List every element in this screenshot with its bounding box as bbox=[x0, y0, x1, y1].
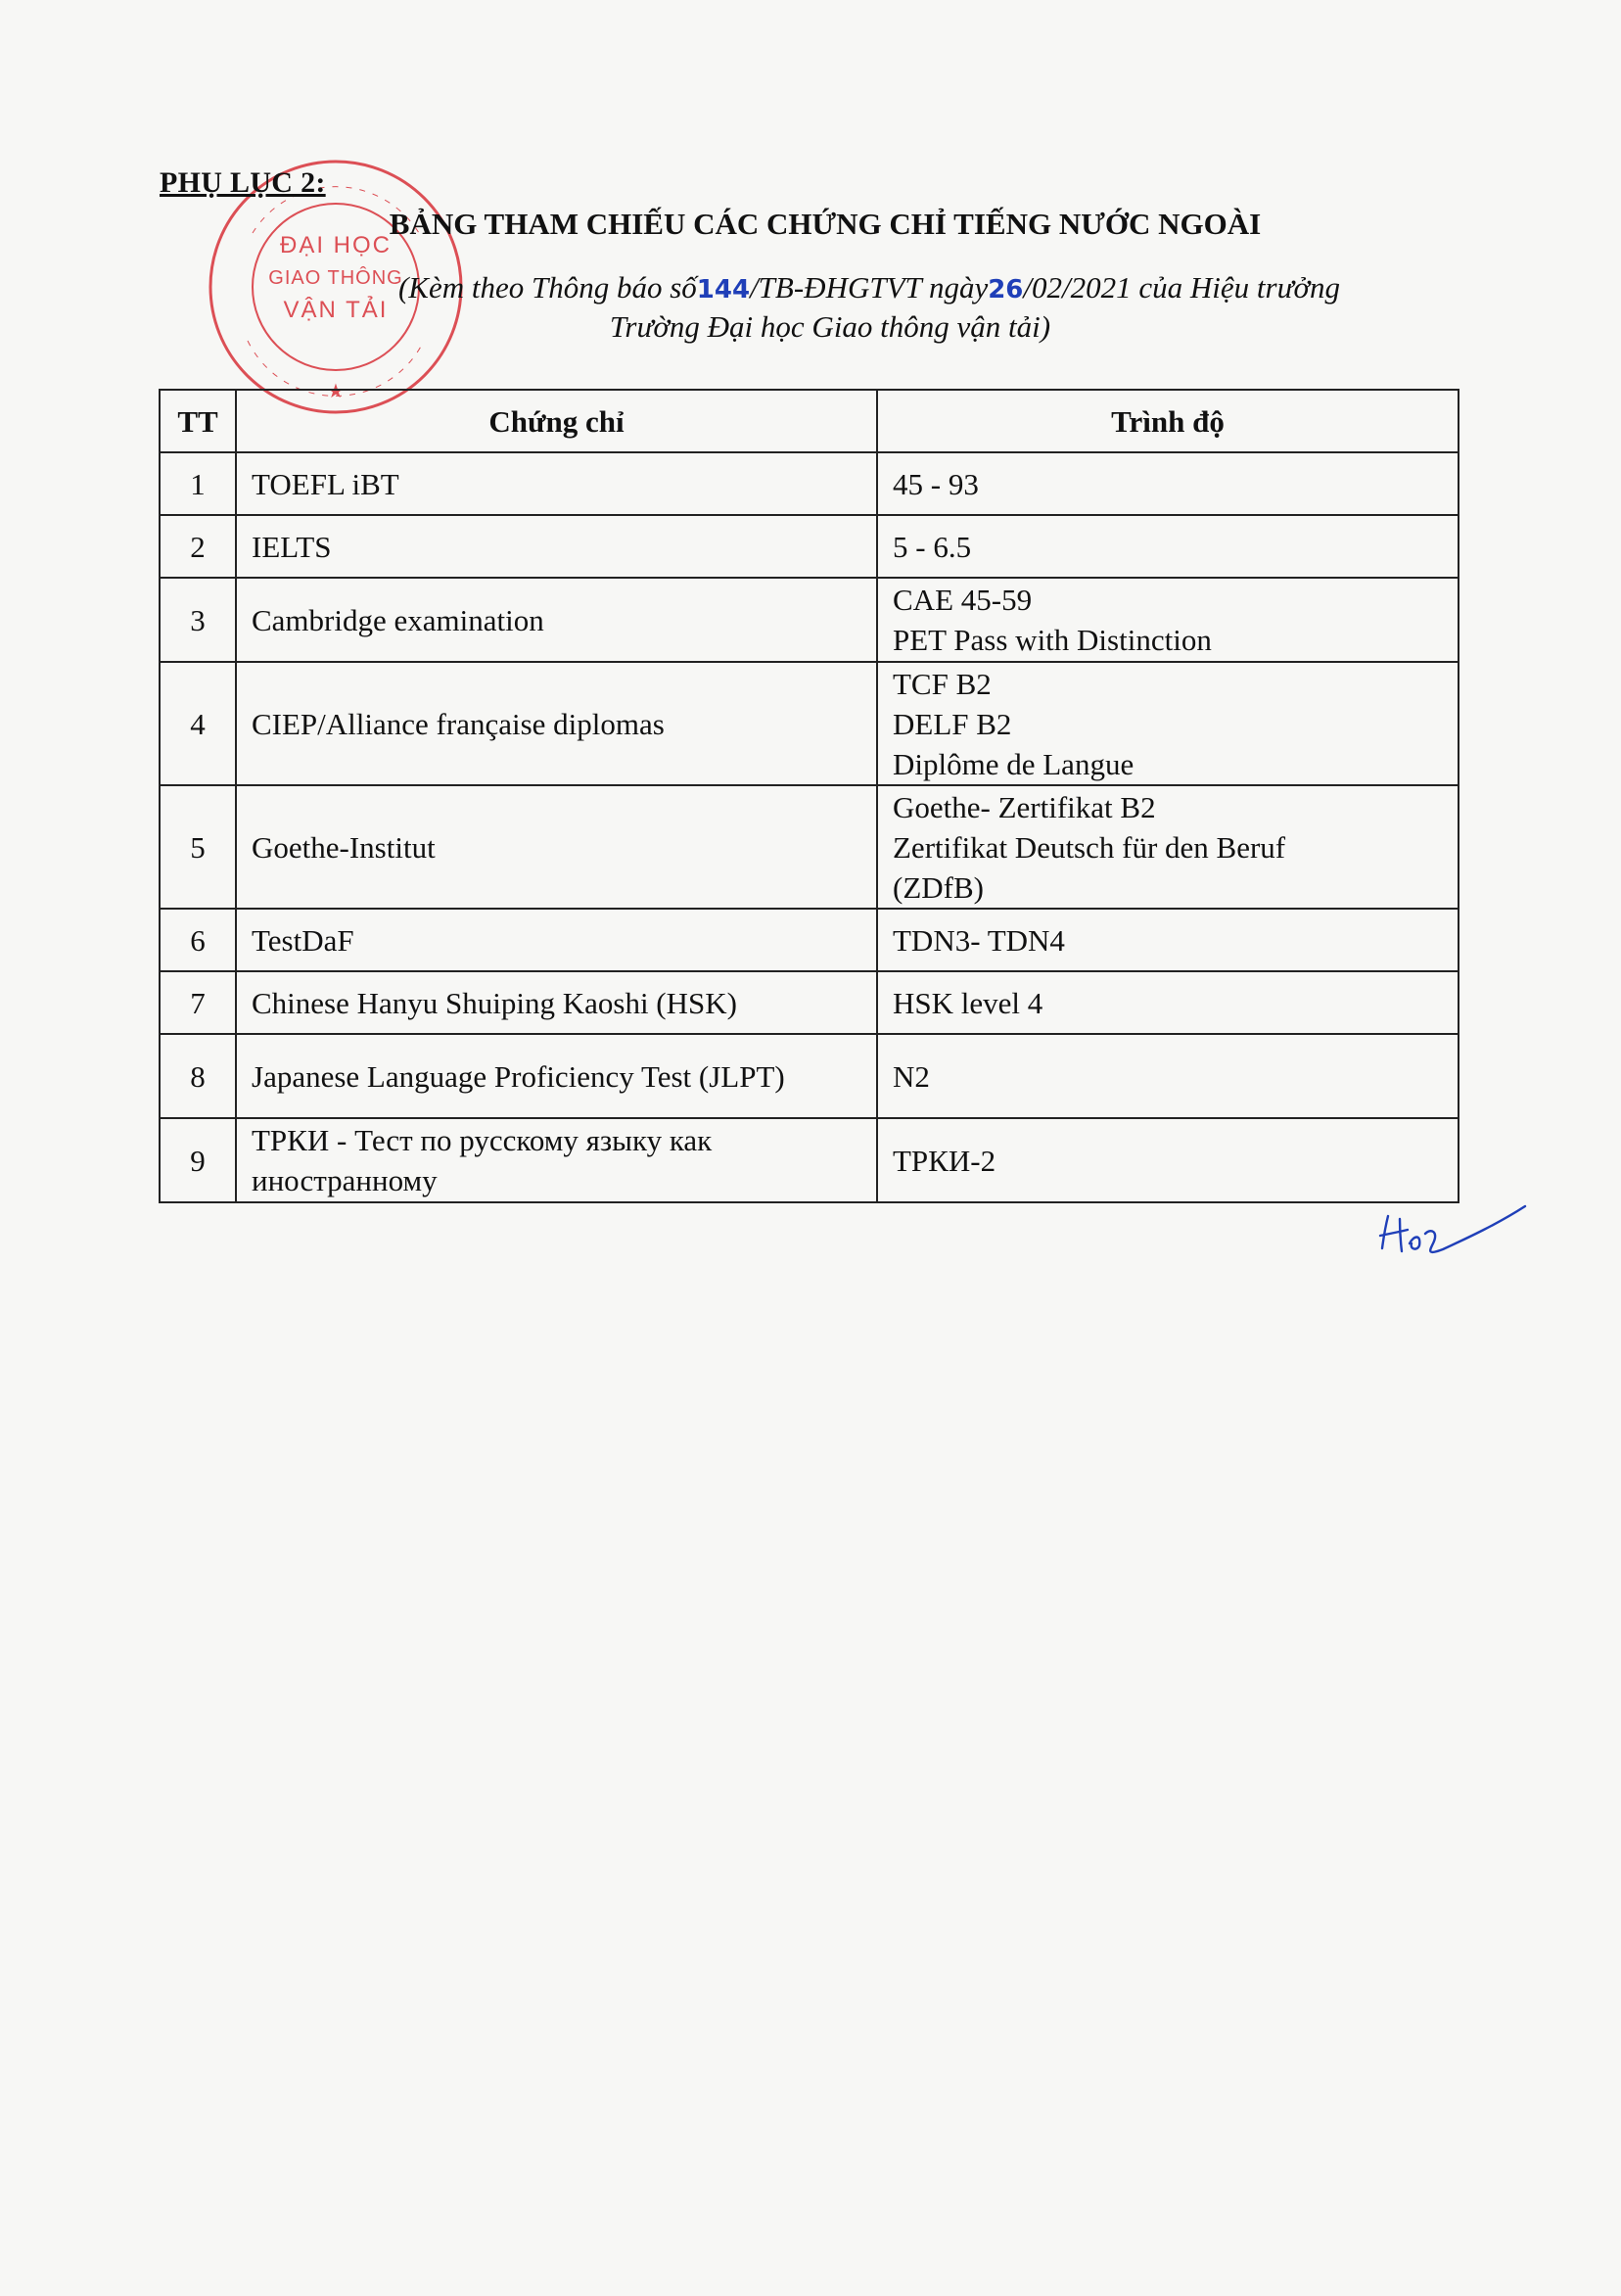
cell-level bbox=[877, 662, 1459, 785]
page-title: BẢNG THAM CHIẾU CÁC CHỨNG CHỈ TIẾNG NƯỚC NGOÀI bbox=[389, 207, 1262, 241]
cell-certificate: Goethe-Institut bbox=[236, 785, 877, 909]
table-row bbox=[160, 1034, 1459, 1118]
handwritten-signature bbox=[1370, 1195, 1537, 1273]
cell-certificate: CIEP/Alliance française diplomas bbox=[236, 662, 877, 785]
svg-text:★: ★ bbox=[327, 379, 345, 402]
table-row bbox=[160, 662, 1459, 785]
cell-certificate: Cambridge examination bbox=[236, 578, 877, 662]
header-certificate: Chứng chỉ bbox=[236, 390, 877, 452]
svg-text:GIAO THÔNG: GIAO THÔNG bbox=[268, 267, 403, 289]
table-row bbox=[160, 971, 1459, 1034]
cell-level bbox=[877, 452, 1459, 515]
cell-level bbox=[877, 1034, 1459, 1118]
level-line: DELF B2 bbox=[893, 706, 1012, 741]
level-line: (ZDfB) bbox=[893, 869, 984, 905]
level-line: Goethe- Zertifikat B2 bbox=[893, 789, 1156, 824]
cell-tt: 5 bbox=[160, 785, 236, 909]
header-tt: TT bbox=[160, 390, 236, 452]
level-line: Diplôme de Langue bbox=[893, 746, 1135, 781]
cell-certificate: TestDaF bbox=[236, 909, 877, 971]
svg-text:ĐẠI HỌC: ĐẠI HỌC bbox=[279, 232, 393, 258]
cell-tt: 9 bbox=[160, 1118, 236, 1202]
cell-tt: 2 bbox=[160, 515, 236, 578]
svg-text:VẬN TẢI: VẬN TẢI bbox=[283, 297, 389, 323]
table-row bbox=[160, 909, 1459, 971]
appendix-label: PHỤ LỤC 2: bbox=[160, 166, 326, 199]
cell-level bbox=[877, 1118, 1459, 1202]
table-row bbox=[160, 515, 1459, 578]
table-row bbox=[160, 578, 1459, 662]
level-line: CAE 45-59 bbox=[893, 583, 1033, 617]
level-line: Zertifikat Deutsch für den Beruf bbox=[893, 829, 1286, 865]
subtitle-prefix: (Kèm theo Thông báo số bbox=[397, 270, 697, 305]
subtitle-line-1 bbox=[0, 270, 1621, 305]
cell-level bbox=[877, 785, 1459, 909]
level-line: 5 - 6.5 bbox=[893, 529, 972, 564]
cell-tt: 6 bbox=[160, 909, 236, 971]
table-row bbox=[160, 1118, 1459, 1202]
table-row bbox=[160, 785, 1459, 909]
table-header-row bbox=[160, 390, 1459, 452]
level-line: TDN3- TDN4 bbox=[893, 922, 1065, 958]
level-line: 45 - 93 bbox=[893, 466, 979, 501]
handwritten-notice-number: 144 bbox=[696, 275, 751, 305]
cell-level bbox=[877, 909, 1459, 971]
cell-certificate: ТРКИ - Тест по русскому языку как иностранному bbox=[236, 1118, 877, 1202]
handwritten-day: 26 bbox=[988, 275, 1024, 305]
cell-tt: 8 bbox=[160, 1034, 236, 1118]
level-line: TCF B2 bbox=[893, 666, 992, 701]
cell-level bbox=[877, 578, 1459, 662]
cell-tt: 4 bbox=[160, 662, 236, 785]
cell-tt: 3 bbox=[160, 578, 236, 662]
cell-certificate: Japanese Language Proficiency Test (JLPT) bbox=[236, 1034, 877, 1118]
table-body bbox=[160, 452, 1459, 1202]
header-level: Trình độ bbox=[877, 390, 1459, 452]
cell-certificate: Chinese Hanyu Shuiping Kaoshi (HSK) bbox=[236, 971, 877, 1034]
cell-tt: 1 bbox=[160, 452, 236, 515]
subtitle-suffix: /02/2021 của Hiệu trưởng bbox=[1023, 270, 1341, 305]
level-line: N2 bbox=[893, 1058, 930, 1094]
level-line: HSK level 4 bbox=[893, 985, 1043, 1020]
certificate-reference-table bbox=[159, 389, 1459, 1203]
cell-certificate: IELTS bbox=[236, 515, 877, 578]
cell-certificate: TOEFL iBT bbox=[236, 452, 877, 515]
table-row bbox=[160, 452, 1459, 515]
cell-level bbox=[877, 971, 1459, 1034]
level-line: PET Pass with Distinction bbox=[893, 623, 1212, 657]
subtitle-line-2: Trường Đại học Giao thông vận tải) bbox=[609, 309, 1051, 344]
subtitle-mid: /TB-ĐHGTVT ngày bbox=[750, 270, 989, 305]
cell-tt: 7 bbox=[160, 971, 236, 1034]
cell-level bbox=[877, 515, 1459, 578]
level-line: ТРКИ-2 bbox=[893, 1143, 996, 1178]
